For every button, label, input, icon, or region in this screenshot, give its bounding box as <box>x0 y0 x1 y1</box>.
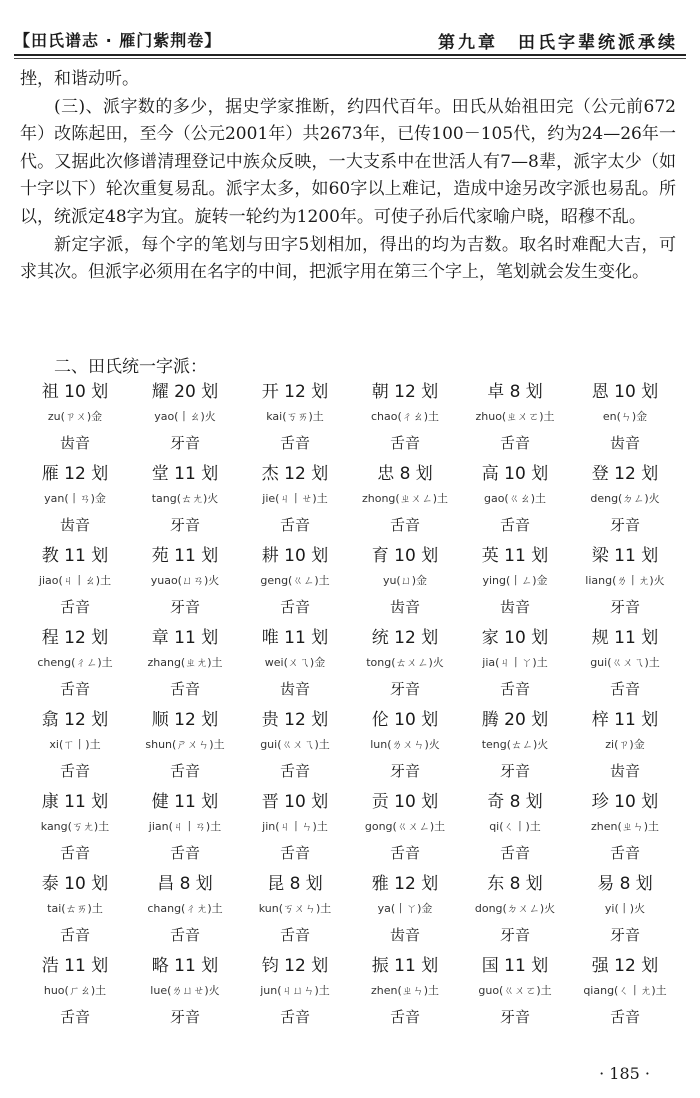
character-strokes: 昌 8 划 <box>157 874 213 894</box>
character-strokes: 耀 20 划 <box>151 382 219 402</box>
character-strokes: 统 12 划 <box>371 628 439 648</box>
pinyin-element: wei(ㄨㄟ)金 <box>264 656 326 669</box>
pinyin-element: huo(ㄏㄠ)土 <box>43 984 107 997</box>
character-strokes: 强 12 划 <box>591 956 659 976</box>
character-entry <box>570 705 680 787</box>
character-strokes: 梁 11 划 <box>591 546 659 566</box>
character-entry <box>130 869 240 951</box>
pinyin-element: lue(ㄌㄩㄝ)火 <box>150 984 220 997</box>
sound-category: 牙音 <box>499 926 530 944</box>
pinyin-element: dong(ㄉㄨㄥ)火 <box>474 902 556 915</box>
character-strokes: 易 8 划 <box>597 874 653 894</box>
character-entry <box>20 787 130 869</box>
character-entry <box>460 705 570 787</box>
sound-category: 齿音 <box>609 434 640 452</box>
pinyin-element: kang(ㄎㄤ)土 <box>40 820 110 833</box>
pinyin-element: chang(ㄔㄤ)土 <box>147 902 223 915</box>
pinyin-element: zu(ㄗㄨ)金 <box>47 410 103 423</box>
pinyin-element: yao(丨ㄠ)火 <box>154 410 216 423</box>
pinyin-element: yuao(ㄩㄢ)火 <box>150 574 220 587</box>
character-strokes: 略 11 划 <box>151 956 219 976</box>
pinyin-element: qiang(ㄑ丨ㄤ)土 <box>583 984 667 997</box>
character-entry <box>20 869 130 951</box>
header-rule-thin <box>14 58 686 59</box>
book-title: 【田氏谱志 · 雁门紫荆卷】 <box>14 31 222 50</box>
character-strokes: 顺 12 划 <box>151 710 219 730</box>
pinyin-element: kun(ㄎㄨㄣ)土 <box>258 902 332 915</box>
character-entry <box>20 705 130 787</box>
pinyin-element: yi(丨)火 <box>604 902 646 915</box>
pinyin-element: qi(ㄑ丨)土 <box>489 820 541 833</box>
character-entry <box>130 623 240 705</box>
character-entry <box>350 623 460 705</box>
sound-category: 舌音 <box>279 1008 310 1026</box>
character-entry <box>570 787 680 869</box>
sound-category: 牙音 <box>389 762 420 780</box>
character-entry <box>570 623 680 705</box>
sound-category: 舌音 <box>59 844 90 862</box>
character-strokes: 贡 10 划 <box>371 792 439 812</box>
sound-category: 牙音 <box>169 434 200 452</box>
paragraph-generation-count: (三)、派字数的多少，据史学家推断，约四代百年。田氏从始祖田完（公元前672年）改陈起田，至今（公元2001年）共2673年，已传100－105代，约为24—26年一代。又据此次修谱清理登记中族众反映，一大支系中在世活人有7—8辈，派字太少（如十字以下）轮次重复易乱。派字太多，如60字以上难记，造成中途另改字派也易乱。所以，统派定48字为宜。旋转一轮约为1200年。可使子孙后代家喻户晓，昭穆不乱。 <box>20 96 676 227</box>
pinyin-element: jin(ㄐ丨ㄣ)土 <box>262 820 328 833</box>
character-entry <box>130 787 240 869</box>
sound-category: 齿音 <box>59 434 90 452</box>
sound-category: 舌音 <box>169 680 200 698</box>
pinyin-element: jia(ㄐ丨ㄚ)土 <box>482 656 548 669</box>
body-text <box>20 66 676 287</box>
pinyin-element: shun(ㄕㄨㄣ)土 <box>145 738 225 751</box>
sound-category: 舌音 <box>609 844 640 862</box>
pinyin-element: gui(ㄍㄨㄟ)土 <box>260 738 330 751</box>
character-strokes: 程 12 划 <box>41 628 109 648</box>
character-entry <box>350 705 460 787</box>
character-strokes: 开 12 划 <box>261 382 329 402</box>
character-strokes: 奇 8 划 <box>487 792 543 812</box>
sound-category: 舌音 <box>279 762 310 780</box>
character-strokes: 腾 20 划 <box>481 710 549 730</box>
generation-character-grid <box>20 377 680 1033</box>
character-entry <box>350 869 460 951</box>
pinyin-element: tang(ㄊㄤ)火 <box>151 492 219 505</box>
character-strokes: 康 11 划 <box>41 792 109 812</box>
sound-category: 舌音 <box>279 598 310 616</box>
character-strokes: 雅 12 划 <box>371 874 439 894</box>
pinyin-element: deng(ㄉㄥ)火 <box>590 492 660 505</box>
sound-category: 舌音 <box>59 598 90 616</box>
character-entry <box>460 787 570 869</box>
character-strokes: 高 10 划 <box>481 464 549 484</box>
character-strokes: 国 11 划 <box>481 956 549 976</box>
character-strokes: 梓 11 划 <box>591 710 659 730</box>
sound-category: 牙音 <box>499 762 530 780</box>
character-entry <box>460 869 570 951</box>
sound-category: 舌音 <box>499 680 530 698</box>
character-strokes: 苑 11 划 <box>151 546 219 566</box>
pinyin-element: liang(ㄌ丨ㄤ)火 <box>585 574 665 587</box>
character-entry <box>20 951 130 1033</box>
character-strokes: 登 12 划 <box>591 464 659 484</box>
sound-category: 齿音 <box>279 680 310 698</box>
sound-category: 舌音 <box>279 926 310 944</box>
character-entry <box>350 377 460 459</box>
character-entry <box>20 623 130 705</box>
pinyin-element: zhuo(ㄓㄨㄛ)土 <box>475 410 555 423</box>
character-strokes: 耕 10 划 <box>261 546 329 566</box>
sound-category: 舌音 <box>59 680 90 698</box>
pinyin-element: tai(ㄊㄞ)土 <box>47 902 103 915</box>
character-strokes: 祖 10 划 <box>41 382 109 402</box>
pinyin-element: gao(ㄍㄠ)土 <box>483 492 547 505</box>
sound-category: 舌音 <box>609 680 640 698</box>
character-entry <box>570 951 680 1033</box>
sound-category: 舌音 <box>169 844 200 862</box>
character-entry <box>240 705 350 787</box>
character-strokes: 昆 8 划 <box>267 874 323 894</box>
sound-category: 舌音 <box>169 926 200 944</box>
pinyin-element: yu(ㄩ)金 <box>382 574 428 587</box>
pinyin-element: en(ㄣ)金 <box>602 410 648 423</box>
pinyin-element: jian(ㄐ丨ㄢ)土 <box>148 820 222 833</box>
pinyin-element: zhen(ㄓㄣ)土 <box>590 820 660 833</box>
paragraph-continuation: 挫，和谐动听。 <box>20 69 139 89</box>
character-strokes: 雁 12 划 <box>41 464 109 484</box>
sound-category: 舌音 <box>499 844 530 862</box>
character-strokes: 伦 10 划 <box>371 710 439 730</box>
sound-category: 齿音 <box>59 516 90 534</box>
character-entry <box>350 951 460 1033</box>
character-entry <box>350 459 460 541</box>
character-strokes: 贵 12 划 <box>261 710 329 730</box>
character-entry <box>240 541 350 623</box>
character-entry <box>20 459 130 541</box>
pinyin-element: jun(ㄐㄩㄣ)土 <box>260 984 330 997</box>
character-entry <box>460 951 570 1033</box>
pinyin-element: gui(ㄍㄨㄟ)土 <box>590 656 660 669</box>
sound-category: 舌音 <box>279 516 310 534</box>
character-strokes: 章 11 划 <box>151 628 219 648</box>
sound-category: 牙音 <box>499 1008 530 1026</box>
character-entry <box>460 459 570 541</box>
character-entry <box>460 377 570 459</box>
character-entry <box>460 623 570 705</box>
sound-category: 牙音 <box>609 516 640 534</box>
sound-category: 舌音 <box>389 434 420 452</box>
sound-category: 舌音 <box>279 434 310 452</box>
character-entry <box>130 951 240 1033</box>
sound-category: 牙音 <box>169 598 200 616</box>
sound-category: 舌音 <box>59 1008 90 1026</box>
sound-category: 舌音 <box>279 844 310 862</box>
character-strokes: 教 11 划 <box>41 546 109 566</box>
section-title: 二、田氏统一字派： <box>54 357 207 377</box>
pinyin-element: jiao(ㄐ丨ㄠ)土 <box>38 574 112 587</box>
character-entry <box>350 541 460 623</box>
pinyin-element: zhang(ㄓㄤ)土 <box>147 656 223 669</box>
sound-category: 舌音 <box>389 844 420 862</box>
character-entry <box>130 377 240 459</box>
pinyin-element: kai(ㄎㄞ)土 <box>266 410 324 423</box>
page-number: · 185 · <box>599 1064 650 1083</box>
pinyin-element: guo(ㄍㄨㄛ)土 <box>478 984 552 997</box>
sound-category: 牙音 <box>169 1008 200 1026</box>
sound-category: 牙音 <box>609 598 640 616</box>
pinyin-element: chao(ㄔㄠ)土 <box>370 410 440 423</box>
sound-category: 舌音 <box>609 1008 640 1026</box>
character-strokes: 英 11 划 <box>481 546 549 566</box>
paragraph-new-names: 新定字派，每个字的笔划与田字5划相加，得出的均为吉数。取名时难配大吉，可求其次。但派字必须用在名字的中间，把派字用在第三个字上，笔划就会发生变化。 <box>20 234 676 283</box>
character-entry <box>240 459 350 541</box>
pinyin-element: gong(ㄍㄨㄥ)土 <box>364 820 446 833</box>
pinyin-element: zi(ㄗ)金 <box>605 738 645 751</box>
pinyin-element: zhen(ㄓㄣ)土 <box>370 984 440 997</box>
sound-category: 齿音 <box>499 598 530 616</box>
pinyin-element: cheng(ㄔㄥ)土 <box>37 656 113 669</box>
character-entry <box>460 541 570 623</box>
character-entry <box>570 869 680 951</box>
character-strokes: 规 11 划 <box>591 628 659 648</box>
character-strokes: 忠 8 划 <box>377 464 433 484</box>
character-strokes: 堂 11 划 <box>151 464 219 484</box>
character-entry <box>20 541 130 623</box>
character-entry <box>130 459 240 541</box>
character-entry <box>240 623 350 705</box>
character-entry <box>570 541 680 623</box>
sound-category: 舌音 <box>499 516 530 534</box>
sound-category: 齿音 <box>389 926 420 944</box>
character-entry <box>20 377 130 459</box>
character-strokes: 朝 12 划 <box>371 382 439 402</box>
character-entry <box>130 705 240 787</box>
character-strokes: 振 11 划 <box>371 956 439 976</box>
character-strokes: 珍 10 划 <box>591 792 659 812</box>
pinyin-element: geng(ㄍㄥ)土 <box>260 574 330 587</box>
pinyin-element: zhong(ㄓㄨㄥ)土 <box>361 492 448 505</box>
pinyin-element: ying(丨ㄥ)金 <box>482 574 548 587</box>
character-strokes: 恩 10 划 <box>591 382 659 402</box>
sound-category: 舌音 <box>59 762 90 780</box>
character-strokes: 家 10 划 <box>481 628 549 648</box>
character-strokes: 东 8 划 <box>487 874 543 894</box>
sound-category: 舌音 <box>389 516 420 534</box>
pinyin-element: ya(丨ㄚ)金 <box>377 902 433 915</box>
character-strokes: 卓 8 划 <box>487 382 543 402</box>
sound-category: 舌音 <box>389 1008 420 1026</box>
character-strokes: 唯 11 划 <box>261 628 329 648</box>
running-header <box>14 22 686 58</box>
sound-category: 舌音 <box>59 926 90 944</box>
character-strokes: 钧 12 划 <box>261 956 329 976</box>
sound-category: 牙音 <box>389 680 420 698</box>
character-strokes: 翕 12 划 <box>41 710 109 730</box>
pinyin-element: tong(ㄊㄨㄥ)火 <box>366 656 444 669</box>
pinyin-element: xi(ㄒ丨)土 <box>49 738 101 751</box>
character-strokes: 育 10 划 <box>371 546 439 566</box>
pinyin-element: jie(ㄐ丨ㄝ)土 <box>262 492 328 505</box>
sound-category: 牙音 <box>169 516 200 534</box>
sound-category: 齿音 <box>609 762 640 780</box>
character-entry <box>240 869 350 951</box>
pinyin-element: lun(ㄌㄨㄣ)火 <box>370 738 440 751</box>
character-entry <box>130 541 240 623</box>
character-strokes: 泰 10 划 <box>41 874 109 894</box>
sound-category: 齿音 <box>389 598 420 616</box>
character-strokes: 健 11 划 <box>151 792 219 812</box>
character-entry <box>240 951 350 1033</box>
sound-category: 舌音 <box>169 762 200 780</box>
character-entry <box>570 459 680 541</box>
chapter-title: 第九章 田氏字辈统派承续 <box>438 33 678 53</box>
character-entry <box>570 377 680 459</box>
sound-category: 牙音 <box>609 926 640 944</box>
character-strokes: 晋 10 划 <box>261 792 329 812</box>
pinyin-element: yan(丨ㄢ)金 <box>44 492 106 505</box>
header-rule <box>14 54 686 56</box>
character-entry <box>240 787 350 869</box>
character-strokes: 杰 12 划 <box>261 464 329 484</box>
pinyin-element: teng(ㄊㄥ)火 <box>481 738 549 751</box>
character-entry <box>350 787 460 869</box>
character-strokes: 浩 11 划 <box>41 956 109 976</box>
character-entry <box>240 377 350 459</box>
sound-category: 舌音 <box>499 434 530 452</box>
